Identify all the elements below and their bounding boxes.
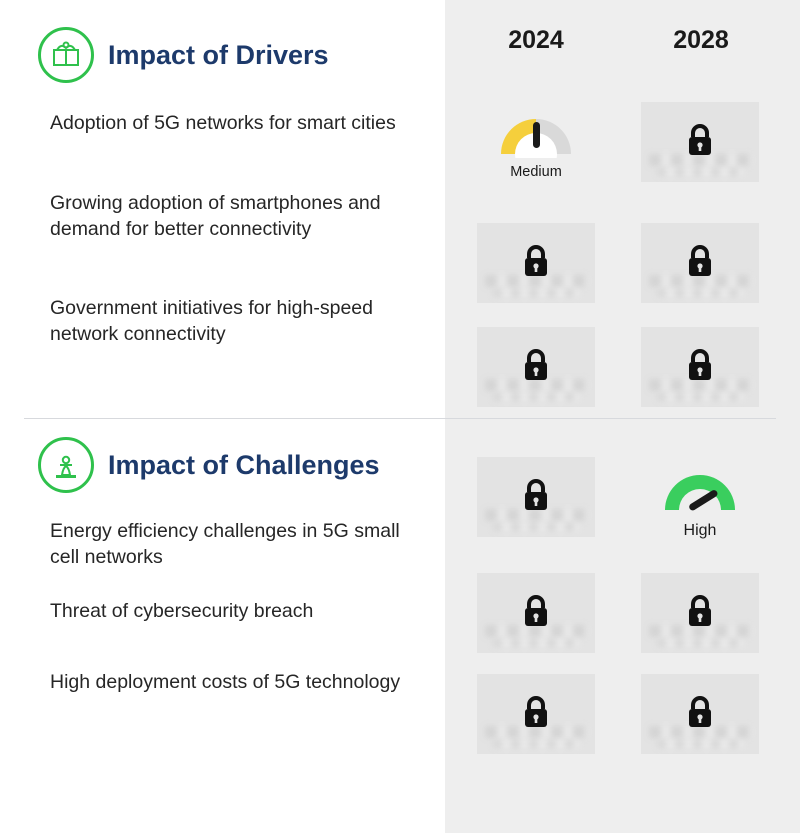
blurred-content (657, 740, 743, 748)
drivers-icon (38, 27, 94, 83)
section-divider (24, 418, 776, 419)
blurred-content (657, 168, 743, 176)
locked-cell-challenges-2028-row3[interactable] (641, 674, 759, 754)
locked-cell-drivers-2024-row3[interactable] (477, 327, 595, 407)
blurred-content (657, 289, 743, 297)
section-header-challenges (38, 437, 380, 493)
lock-icon (521, 244, 551, 283)
blurred-content (493, 740, 579, 748)
lock-icon (521, 348, 551, 387)
blurred-content (657, 639, 743, 647)
lock-icon (685, 348, 715, 387)
locked-cell-drivers-2024-row2[interactable] (477, 223, 595, 303)
lock-icon (685, 244, 715, 283)
locked-cell-drivers-2028-row3[interactable] (641, 327, 759, 407)
section-title-drivers: Impact of Drivers (108, 39, 329, 70)
blurred-content (657, 393, 743, 401)
blurred-content (493, 639, 579, 647)
blurred-content (493, 393, 579, 401)
gauge-label-challenges-2028: High (683, 522, 717, 539)
lock-icon (685, 695, 715, 734)
column-header-2024: 2024 (508, 26, 564, 54)
blurred-content (493, 523, 579, 531)
lock-icon (521, 695, 551, 734)
driver-item-2: Growing adoption of smartphones and demand for better connectivity (50, 192, 381, 241)
lock-icon (521, 478, 551, 517)
challenge-item-2: Threat of cybersecurity breach (50, 600, 314, 622)
gauge-drivers-2024 (477, 106, 595, 180)
challenges-icon (38, 437, 94, 493)
lock-icon (521, 594, 551, 633)
lock-icon (685, 123, 715, 162)
locked-cell-challenges-2028-row2[interactable] (641, 573, 759, 653)
driver-item-3: Government initiatives for high-speed network connectivity (50, 297, 373, 346)
locked-cell-drivers-2028-row2[interactable] (641, 223, 759, 303)
column-header-2028: 2028 (673, 26, 729, 54)
lock-icon (685, 594, 715, 633)
locked-cell-challenges-2024-row1[interactable] (477, 457, 595, 537)
blurred-content (493, 289, 579, 297)
locked-cell-challenges-2024-row3[interactable] (477, 674, 595, 754)
challenge-item-3: High deployment costs of 5G technology (50, 671, 401, 693)
challenge-item-1: Energy efficiency challenges in 5G small cell networks (50, 520, 400, 569)
driver-item-1: Adoption of 5G networks for smart cities (50, 112, 396, 134)
gauge-label-drivers-2024: Medium (510, 164, 562, 180)
section-title-challenges: Impact of Challenges (108, 449, 380, 480)
gauge-challenges-2028 (641, 460, 759, 540)
section-header-drivers (38, 27, 329, 83)
locked-cell-drivers-2028-row1[interactable] (641, 102, 759, 182)
locked-cell-challenges-2024-row2[interactable] (477, 573, 595, 653)
